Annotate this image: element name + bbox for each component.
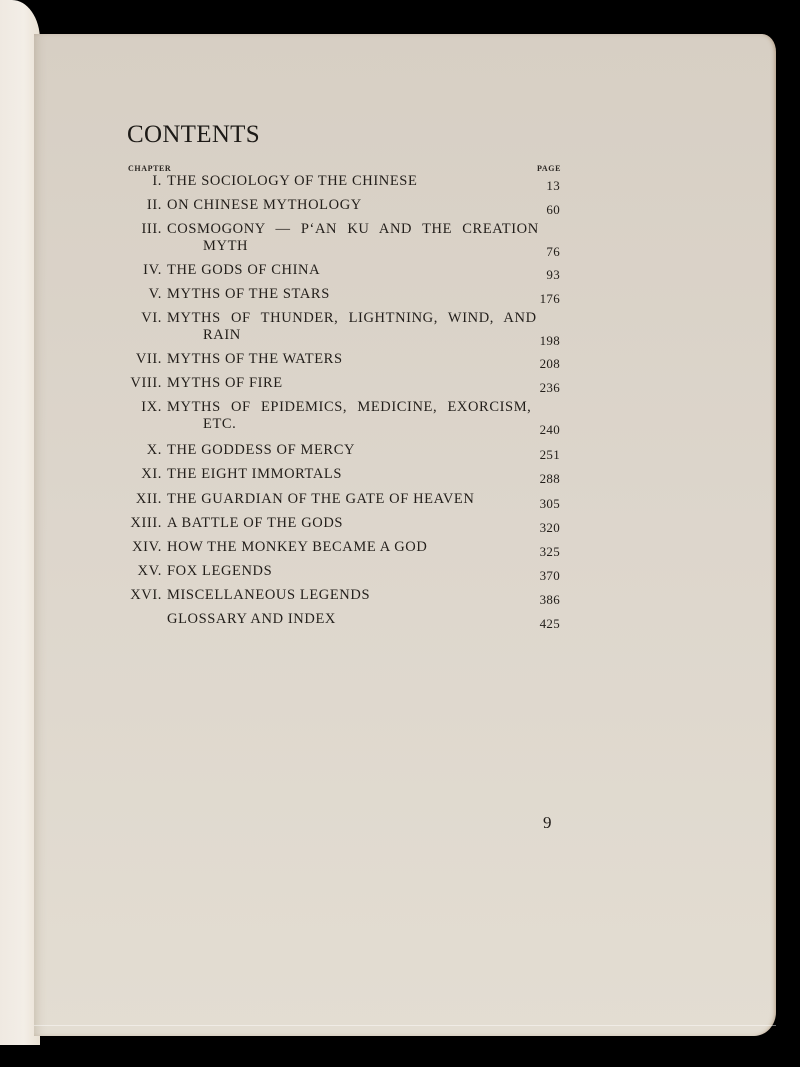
page-number: 198 (539, 333, 560, 348)
chapter-number: II. (146, 197, 162, 213)
page-number: 425 (539, 616, 560, 631)
chapter-title: THE SOCIOLOGY OF THE CHINESE (167, 173, 418, 189)
chapter-number: XIII. (130, 515, 162, 531)
chapter-number: XI. (141, 466, 162, 482)
page-number: 288 (539, 471, 560, 486)
chapter-column-header: CHAPTER (128, 164, 172, 173)
page-number: 325 (539, 544, 560, 559)
chapter-title: MISCELLANEOUS LEGENDS (167, 587, 371, 603)
page-number: 236 (539, 380, 560, 395)
chapter-number: XV. (137, 563, 162, 579)
chapter-title: MYTHS OF FIRE (167, 375, 283, 391)
chapter-title: A BATTLE OF THE GODS (167, 515, 344, 531)
chapter-number: VII. (135, 351, 162, 367)
chapter-number: VI. (141, 310, 162, 326)
chapter-number: VIII. (130, 375, 162, 391)
chapter-title: THE GODDESS OF MERCY (167, 442, 356, 458)
chapter-title: ON CHINESE MYTHOLOGY (167, 197, 362, 213)
chapter-number: IX. (141, 399, 162, 415)
chapter-title: GLOSSARY AND INDEX (167, 611, 336, 627)
chapter-title: THE GUARDIAN OF THE GATE OF HEAVEN (167, 491, 475, 507)
chapter-number: XIV. (132, 539, 162, 555)
page-number: 208 (539, 356, 560, 371)
page-number: 13 (546, 178, 560, 193)
page-number: 60 (546, 202, 560, 217)
page-title: CONTENTS (127, 121, 260, 148)
chapter-number: XII. (135, 491, 162, 507)
chapter-number: IV. (143, 262, 162, 278)
chapter-title: MYTHS OF THUNDER, LIGHTNING, WIND, AND (167, 310, 537, 326)
page-column-header: PAGE (537, 164, 562, 173)
chapter-title: MYTHS OF THE WATERS (167, 351, 343, 367)
chapter-number: I. (152, 173, 162, 189)
page-number: 386 (539, 592, 560, 607)
chapter-number: X. (146, 442, 162, 458)
chapter-title: COSMOGONY — P‘AN KU AND THE CREATION (167, 221, 539, 237)
chapter-title: HOW THE MONKEY BECAME A GOD (167, 539, 428, 555)
chapter-title-continuation: ETC. (203, 416, 237, 432)
page-number: 240 (539, 422, 560, 437)
page-number: 76 (546, 244, 560, 259)
page-folio-number: 9 (543, 813, 552, 832)
page-number: 320 (539, 520, 560, 535)
page-number: 305 (539, 496, 560, 511)
chapter-title: MYTHS OF THE STARS (167, 286, 330, 302)
chapter-number: XVI. (130, 587, 162, 603)
chapter-title: THE GODS OF CHINA (167, 262, 321, 278)
page-number: 176 (539, 291, 560, 306)
page-number: 93 (546, 267, 560, 282)
page-number: 370 (539, 568, 560, 583)
chapter-title-continuation: RAIN (203, 327, 241, 343)
chapter-title: FOX LEGENDS (167, 563, 273, 579)
chapter-number: III. (141, 221, 162, 237)
chapter-title-continuation: MYTH (203, 238, 249, 254)
chapter-title: MYTHS OF EPIDEMICS, MEDICINE, EXORCISM, (167, 399, 532, 415)
chapter-title: THE EIGHT IMMORTALS (167, 466, 343, 482)
chapter-number: V. (148, 286, 162, 302)
page-number: 251 (539, 447, 560, 462)
